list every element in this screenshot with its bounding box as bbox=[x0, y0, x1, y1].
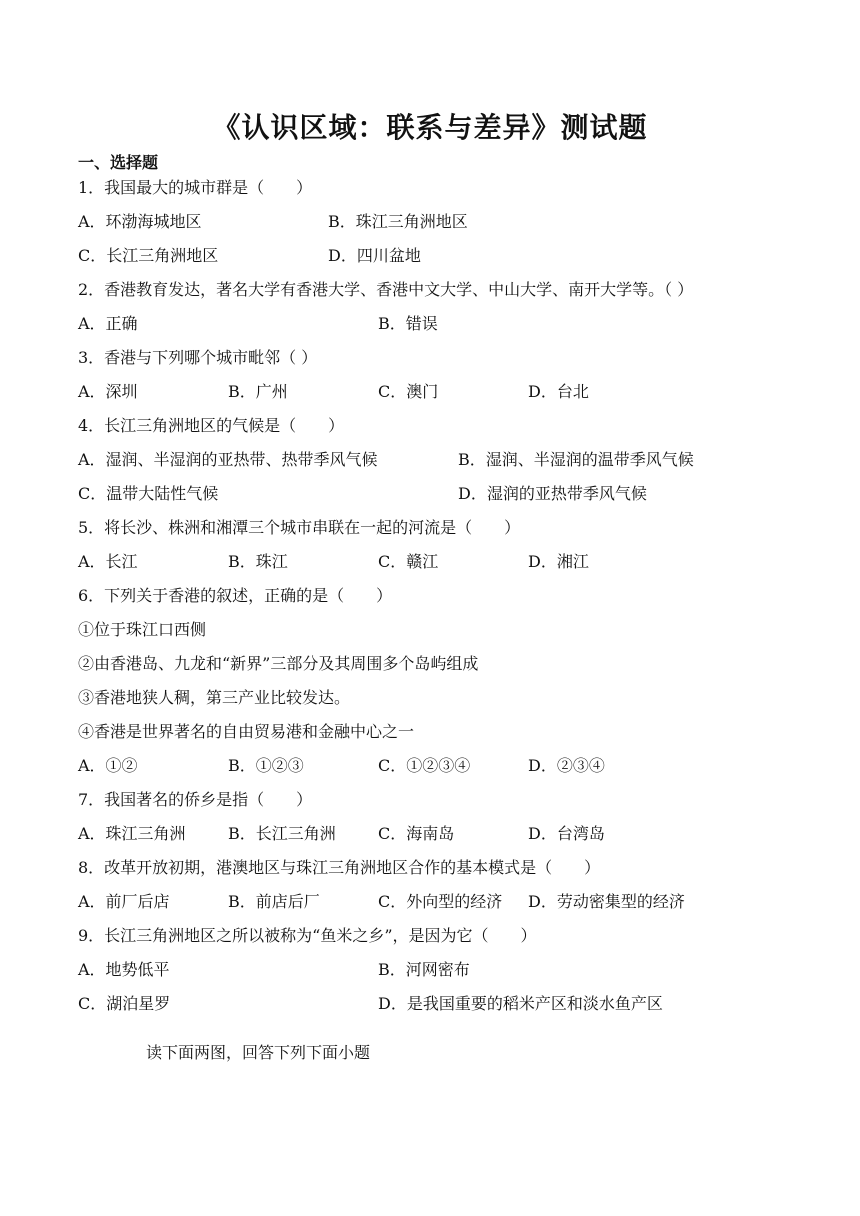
question-6-stem: 6．下列关于香港的叙述，正确的是（ ） bbox=[78, 586, 393, 605]
question-4-stem: 4．长江三角洲地区的气候是（ ） bbox=[78, 416, 345, 435]
question-1-option-a: A．环渤海城地区 bbox=[78, 212, 202, 231]
question-3-option-b: B．广州 bbox=[228, 382, 288, 401]
question-4-option-d: D．湿润的亚热带季风气候 bbox=[458, 484, 647, 503]
question-1-option-c: C．长江三角洲地区 bbox=[78, 246, 219, 265]
question-7-option-d: D．台湾岛 bbox=[528, 824, 605, 843]
question-6-option-a: A．①② bbox=[78, 756, 138, 775]
question-6-statement-4: ④香港是世界著名的自由贸易港和金融中心之一 bbox=[78, 722, 415, 741]
reading-instruction: 读下面两图，回答下列下面小题 bbox=[146, 1043, 371, 1062]
question-4-option-a: A．湿润、半湿润的亚热带、热带季风气候 bbox=[78, 450, 378, 469]
question-3-stem: 3．香港与下列哪个城市毗邻（ ） bbox=[78, 348, 318, 367]
page-title: 《认识区域：联系与差异》测试题 bbox=[212, 111, 648, 144]
question-6-statement-2: ②由香港岛、九龙和“新界”三部分及其周围多个岛屿组成 bbox=[78, 654, 479, 673]
question-6-option-b: B．①②③ bbox=[228, 756, 304, 775]
question-6-option-c: C．①②③④ bbox=[378, 756, 471, 775]
question-9-option-d: D．是我国重要的稻米产区和淡水鱼产区 bbox=[378, 994, 663, 1013]
question-8-option-b: B．前店后厂 bbox=[228, 892, 320, 911]
question-6-statement-3: ③香港地狭人稠，第三产业比较发达。 bbox=[78, 688, 351, 707]
question-3-option-a: A．深圳 bbox=[78, 382, 138, 401]
question-7-option-c: C．海南岛 bbox=[378, 824, 455, 843]
question-7-stem: 7．我国著名的侨乡是指（ ） bbox=[78, 790, 313, 809]
question-8-option-a: A．前厂后店 bbox=[78, 892, 170, 911]
question-2-option-a: A．正确 bbox=[78, 314, 138, 333]
question-9-option-b: B．河网密布 bbox=[378, 960, 470, 979]
question-5-stem: 5．将长沙、株洲和湘潭三个城市串联在一起的河流是（ ） bbox=[78, 518, 521, 537]
question-1-option-d: D．四川盆地 bbox=[328, 246, 421, 265]
question-8-option-c: C．外向型的经济 bbox=[378, 892, 503, 911]
question-9-option-c: C．湖泊星罗 bbox=[78, 994, 171, 1013]
question-8-stem: 8．改革开放初期，港澳地区与珠江三角洲地区合作的基本模式是（ ） bbox=[78, 858, 601, 877]
question-1-stem: 1．我国最大的城市群是（ ） bbox=[78, 178, 313, 197]
question-3-option-d: D．台北 bbox=[528, 382, 589, 401]
question-9-stem: 9．长江三角洲地区之所以被称为“鱼米之乡”，是因为它（ ） bbox=[78, 926, 537, 945]
question-8-option-d: D．劳动密集型的经济 bbox=[528, 892, 685, 911]
question-1-option-b: B．珠江三角洲地区 bbox=[328, 212, 468, 231]
question-5-option-a: A．长江 bbox=[78, 552, 138, 571]
question-4-option-b: B．湿润、半湿润的温带季风气候 bbox=[458, 450, 694, 469]
question-5-option-c: C．赣江 bbox=[378, 552, 439, 571]
section-heading: 一、选择题 bbox=[78, 153, 159, 172]
question-6-option-d: D．②③④ bbox=[528, 756, 605, 775]
question-5-option-b: B．珠江 bbox=[228, 552, 288, 571]
question-7-option-b: B．长江三角洲 bbox=[228, 824, 336, 843]
question-9-option-a: A．地势低平 bbox=[78, 960, 170, 979]
question-4-option-c: C．温带大陆性气候 bbox=[78, 484, 219, 503]
question-2-stem: 2．香港教育发达，著名大学有香港大学、香港中文大学、中山大学、南开大学等。（ ） bbox=[78, 280, 694, 299]
question-6-statement-1: ①位于珠江口西侧 bbox=[78, 620, 207, 639]
question-5-option-d: D．湘江 bbox=[528, 552, 589, 571]
question-7-option-a: A．珠江三角洲 bbox=[78, 824, 186, 843]
question-2-option-b: B．错误 bbox=[378, 314, 438, 333]
question-3-option-c: C．澳门 bbox=[378, 382, 439, 401]
